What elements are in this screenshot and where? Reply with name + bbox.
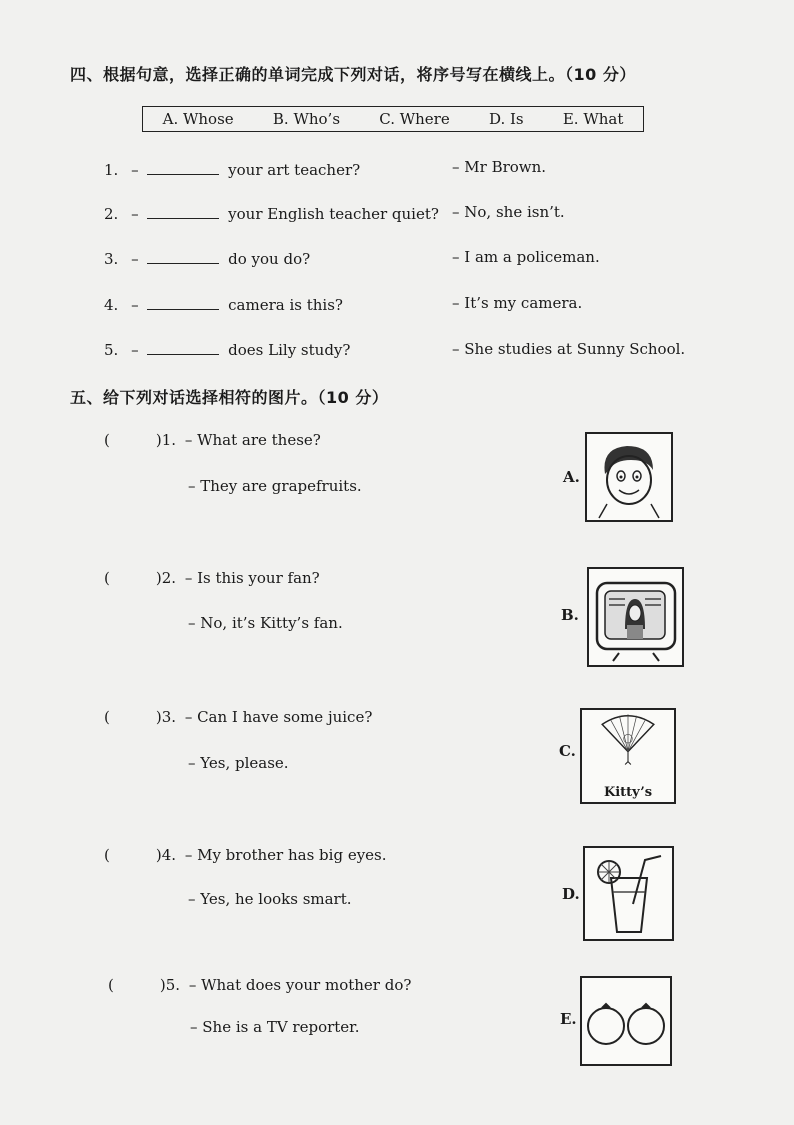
picture-e-label: E. (560, 1010, 577, 1028)
s5-item-1-answer: – They are grapefruits. (188, 477, 362, 495)
word-options-box (142, 106, 644, 132)
picture-d-label: D. (562, 885, 580, 903)
s5-item-2-question: ( )2. – Is this your fan? (104, 569, 320, 587)
s4-answer-3: – I am a policeman. (452, 248, 600, 266)
fan-caption: Kitty’s (603, 785, 653, 800)
section5-title: 五、给下列对话选择相符的图片。（10 分） (70, 388, 389, 407)
grapefruits-icon (582, 978, 670, 1064)
s5-item-4-answer: – Yes, he looks smart. (188, 890, 352, 908)
option-c: C. Where (379, 110, 450, 128)
section4-title: 四、根据句意，选择正确的单词完成下列对话，将序号写在横线上。（10 分） (70, 65, 636, 84)
boy-face-icon (587, 434, 671, 520)
s5-item-2-answer: – No, it’s Kitty’s fan. (188, 614, 343, 632)
option-e: E. What (562, 110, 624, 128)
s5-item-5-question: ( )5. – What does your mother do? (108, 976, 412, 994)
fan-icon (582, 710, 674, 776)
s4-question-1: 1. – your art teacher? (104, 161, 361, 179)
answer-blank-1[interactable] (147, 160, 219, 175)
s5-item-1-question: ( )1. – What are these? (104, 431, 321, 449)
picture-d (583, 846, 674, 941)
option-b: B. Who’s (272, 110, 341, 128)
s5-item-5-answer: – She is a TV reporter. (190, 1018, 360, 1036)
picture-c (580, 708, 676, 804)
s4-question-5: 5. – does Lily study? (104, 341, 351, 359)
answer-blank-3[interactable] (147, 249, 219, 264)
s4-question-4: 4. – camera is this? (104, 296, 343, 314)
s5-item-4-question: ( )4. – My brother has big eyes. (104, 846, 387, 864)
option-d: D. Is (488, 110, 524, 128)
tv-reporter-icon (589, 569, 682, 665)
picture-a (585, 432, 673, 522)
answer-blank-2[interactable] (147, 204, 219, 219)
s4-answer-5: – She studies at Sunny School. (452, 340, 686, 358)
s4-answer-1: – Mr Brown. (452, 158, 547, 176)
option-a: A. Whose (162, 110, 234, 128)
answer-blank-4[interactable] (147, 295, 219, 310)
s4-question-3: 3. – do you do? (104, 250, 311, 268)
juice-glass-icon (585, 848, 672, 939)
s5-item-3-question: ( )3. – Can I have some juice? (104, 708, 373, 726)
s4-question-2: 2. – your English teacher quiet? (104, 205, 439, 223)
picture-b (587, 567, 684, 667)
picture-c-label: C. (559, 742, 576, 760)
picture-a-label: A. (563, 468, 580, 486)
s4-answer-4: – It’s my camera. (452, 294, 583, 312)
s4-answer-2: – No, she isn’t. (452, 203, 565, 221)
answer-blank-5[interactable] (147, 340, 219, 355)
picture-e (580, 976, 672, 1066)
picture-b-label: B. (561, 606, 579, 624)
s5-item-3-answer: – Yes, please. (188, 754, 289, 772)
